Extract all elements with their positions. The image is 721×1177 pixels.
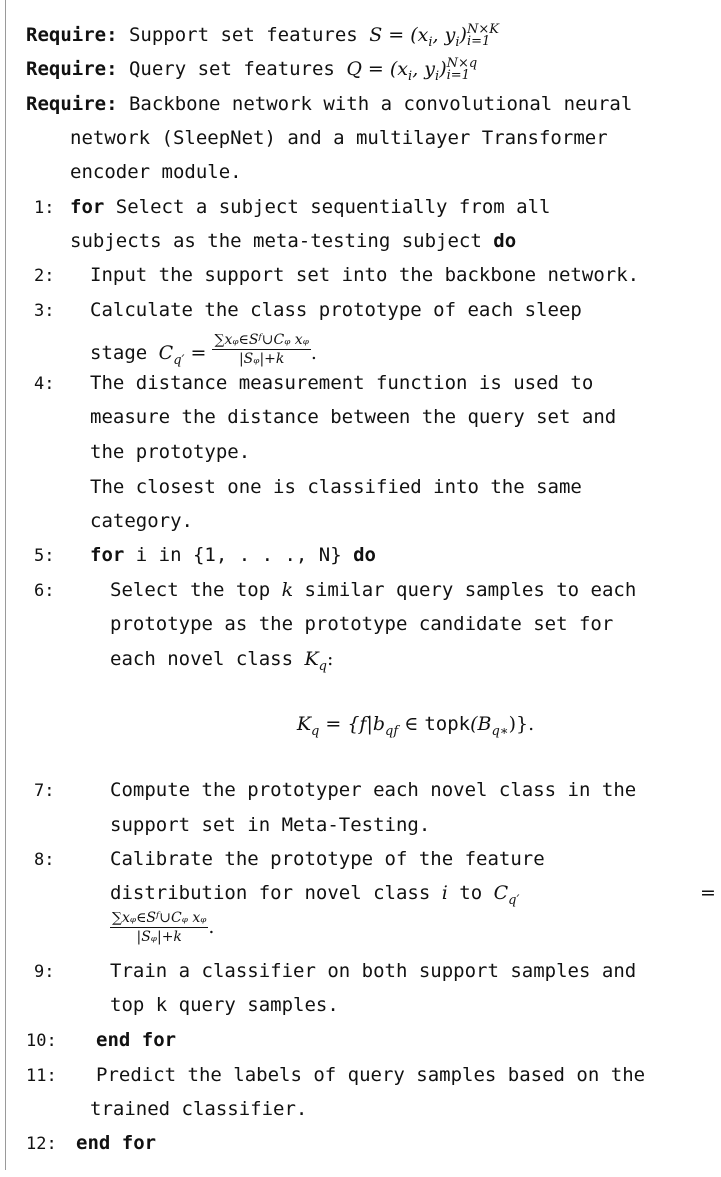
query-math: $Q = (x_i$, $y_i$) [346,58,447,84]
require-query-line [26,58,477,88]
query-limits: N×q i=1 [446,56,478,83]
step-3-cont: stage $C_{q'}$ = $\frac{\text{∑xᵩ∈Sᶠ∪Cᵩ xᵩ}}{\text{|Sᵩ|+k}}$ . [90,332,317,368]
step-7-cont: support set in Meta-Testing. [110,814,431,836]
line-number: 6: [34,581,55,601]
step-8: Calibrate the prototype of the feature [110,848,545,870]
support-math: $S = (x_i$, $y_i$) [369,24,467,50]
step-8-equals: = [700,882,716,904]
prototype-fraction: $\frac{\text{∑xᵩ∈Sᶠ∪Cᵩ xᵩ}}{\text{|Sᵩ|+k}}$ [214,332,309,367]
line-number: 9: [34,962,55,982]
step-4-cont: measure the distance between the query set and [90,406,617,428]
line-number: 7: [34,781,55,801]
step-6-cont: prototype as the prototype candidate set for [110,613,614,635]
line-number: 4: [34,374,55,394]
step-1-cont: subjects as the meta-testing subject do [70,230,517,252]
line-number: 11: [26,1066,57,1086]
line-number: 1: [34,198,55,218]
step-8-fraction-line: $\frac{\text{∑xᵩ∈Sᶠ∪Cᵩ xᵩ}}{\text{|Sᵩ|+k}}$ . [112,910,215,945]
require-keyword: Require: [26,58,118,80]
require-keyword: Require: [26,93,118,115]
support-limits: N×K i=1 [466,22,499,49]
step-4-cont: The closest one is classified into the same [90,476,582,498]
step-5: for i in {1, . . ., N} do [90,544,376,566]
step-11: Predict the labels of query samples based on the [96,1064,646,1086]
require-keyword: Require: [26,24,118,46]
line-number: 10: [26,1031,57,1051]
require-query-text: Query set features [128,58,347,80]
step-4: The distance measurement function is used to [90,372,594,394]
line-number: 8: [34,850,55,870]
require-backbone-cont: encoder module. [70,161,242,183]
calibration-fraction: $\frac{\text{∑xᵩ∈Sᶠ∪Cᵩ xᵩ}}{\text{|Sᵩ|+k}}$ [112,910,207,945]
step-9: Train a classifier on both support samples and [110,960,637,982]
require-support-line [26,24,499,54]
require-backbone-text: Backbone network with a convolutional neural [128,93,633,115]
step-4-cont: category. [90,510,193,532]
step-9-cont: top k query samples. [110,994,339,1016]
line-number: 5: [34,546,55,566]
step-8-cont: distribution for novel class i to $C_{q'}$ [110,882,520,908]
step-10: end for [96,1029,177,1051]
step-11-cont: trained classifier. [90,1098,308,1120]
step-6-cont: each novel class $K_q$: [110,648,334,674]
line-number: 12: [26,1134,57,1154]
line-number: 3: [34,301,55,321]
require-backbone-cont: network (SleepNet) and a multilayer Transformer [70,127,608,149]
left-rule [5,0,6,1170]
require-backbone-line [26,93,632,115]
step-7: Compute the prototyper each novel class in the [110,779,637,801]
require-support-text: Support set features [128,24,370,46]
step-2: Input the support set into the backbone network. [90,264,640,286]
step-3: Calculate the class prototype of each sleep [90,299,582,321]
step-6: Select the top k similar query samples to each [110,579,637,601]
line-number: 2: [34,266,55,286]
step-1: for Select a subject sequentially from all [70,196,551,218]
display-equation: $K_q = \{f|b_{qf}$ ∈ $topk(B_{q∗})$}. [296,713,535,739]
step-4-cont: the prototype. [90,441,251,463]
step-12: end for [76,1132,157,1154]
